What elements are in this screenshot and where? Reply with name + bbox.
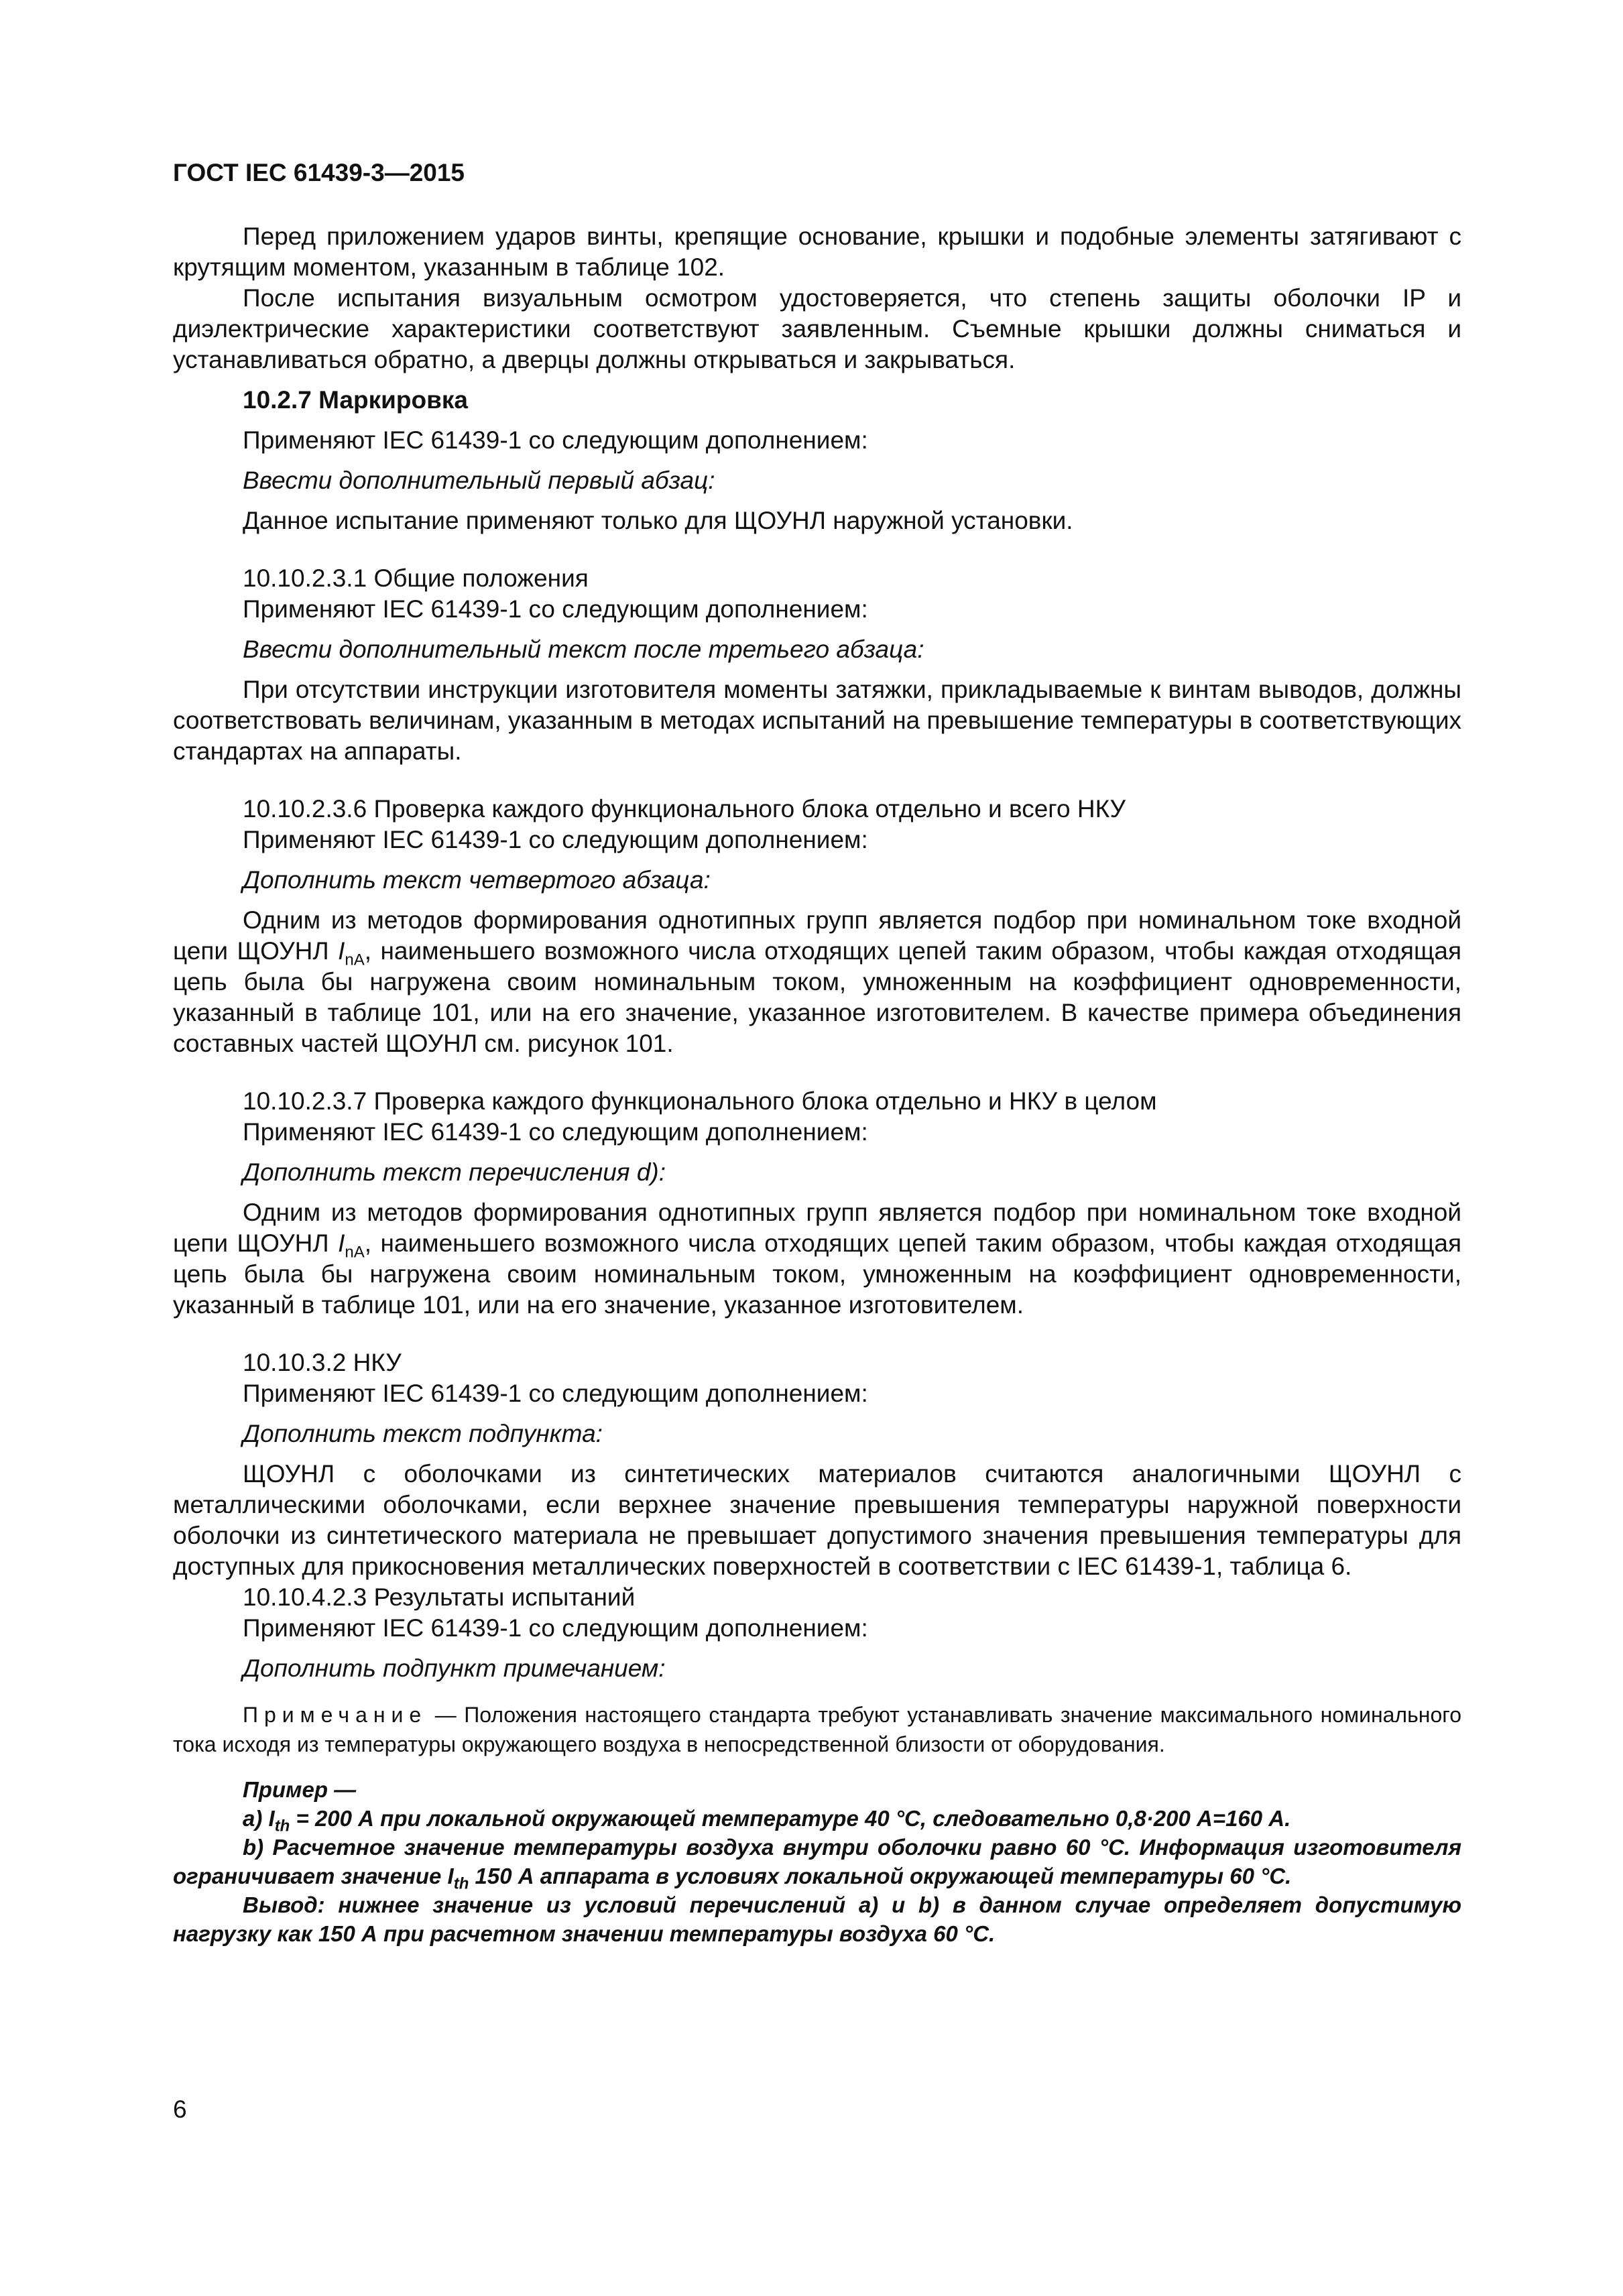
paragraph (173, 905, 1461, 1059)
instruction-text: Дополнить подпункт примечанием: (243, 1654, 666, 1682)
page-number: 6 (173, 2096, 187, 2123)
paragraph (173, 1197, 1461, 1321)
paragraph: При отсутствии инструкции изготовителя моменты затяжки, прикладываемые к винтам выводов, должны соответствовать величинам, указанным в методах испытаний на превышение температуры в соответствующих стандартах на аппараты. (173, 676, 1461, 765)
instruction-text: Дополнить текст подпункта: (243, 1420, 603, 1447)
apply-statement: Применяют IEC 61439-1 со следующим дополнением: (243, 1118, 868, 1146)
paragraph-text: , наименьшего возможного числа отходящих цепей таким образом, чтобы каждая отходящая цепь была бы нагружена своим номинальным током, умноженным на коэффициент одновременности, указанный в таблице 101, или на его значение, указанное изготовителем. В качестве примера объединения составных частей ЩОУНЛ см. рисунок 101. (173, 937, 1462, 1057)
paragraph-text: Одним из методов формирования однотипных групп является подбор при номинальном токе входной цепи ЩОУНЛ (173, 906, 1461, 965)
example-text: b) Расчетное значение температуры воздуха внутри оболочки равно 60 °С. Информация изготовителя ограничивает значение I (173, 1835, 1461, 1888)
example-label: Пример — (243, 1777, 357, 1802)
section-heading: 10.10.2.3.7 Проверка каждого функционального блока отдельно и НКУ в целом (243, 1087, 1157, 1115)
apply-statement: Применяют IEC 61439-1 со следующим дополнением: (243, 426, 868, 454)
apply-statement: Применяют IEC 61439-1 со следующим дополнением: (243, 826, 868, 853)
instruction-text: Ввести дополнительный текст после третьего абзаца: (243, 636, 924, 663)
current-subscript: nA (345, 1243, 365, 1262)
example-text: = 200 А при локальной окружающей температуре 40 °С, следовательно 0,8·200 А=160 А. (290, 1806, 1291, 1831)
paragraph: Данное испытание применяют только для ЩОУНЛ наружной установки. (243, 507, 1073, 534)
instruction-text: Дополнить текст четвертого абзаца: (243, 866, 711, 894)
section-heading: 10.10.2.3.1 Общие положения (243, 564, 589, 592)
instruction-text: Дополнить текст перечисления d): (243, 1158, 666, 1186)
example-text: a) I (243, 1806, 275, 1831)
note-label: Примечание (243, 1703, 428, 1727)
note-text: — Положения настоящего стандарта требуют устанавливать значение максимального номинального тока исходя из температуры окружающего воздуха в непосредственной близости от оборудования. (173, 1703, 1461, 1756)
section-heading: 10.10.4.2.3 Результаты испытаний (243, 1583, 636, 1611)
paragraph-text: Одним из методов формирования однотипных групп является подбор при номинальном токе входной цепи ЩОУНЛ (173, 1199, 1461, 1257)
note (173, 1700, 1461, 1759)
section-heading: 10.10.2.3.6 Проверка каждого функционального блока отдельно и всего НКУ (243, 795, 1126, 823)
apply-statement: Применяют IEC 61439-1 со следующим дополнением: (243, 1614, 868, 1642)
section-heading: 10.2.7 Маркировка (243, 386, 468, 414)
example-conclusion: Вывод: нижнее значение из условий перечислений a) и b) в данном случае определяет допустимую нагрузку как 150 А при расчетном значении температуры воздуха 60 °С. (173, 1892, 1461, 1946)
page-content (173, 158, 1461, 1948)
section-heading: 10.10.3.2 НКУ (243, 1349, 402, 1376)
paragraph: ЩОУНЛ с оболочками из синтетических материалов считаются аналогичными ЩОУНЛ с металлическими оболочками, если верхнее значение превышения температуры наружной поверхности оболочки из синтетического материала не превышает допустимого значения превышения температуры для доступных для прикосновения металлических поверхностей в соответствии с IEC 61439-1, таблица 6. (173, 1460, 1461, 1580)
paragraph: Перед приложением ударов винты, крепящие основание, крышки и подобные элементы затягивают с крутящим моментом, указанным в таблице 102. (173, 223, 1461, 281)
apply-statement: Применяют IEC 61439-1 со следующим дополнением: (243, 595, 868, 623)
example-text: 150 А аппарата в условиях локальной окружающей температуры 60 °С. (469, 1864, 1292, 1888)
example-item-b (173, 1833, 1461, 1893)
current-symbol: I (338, 937, 345, 965)
example-item-a (173, 1804, 1461, 1833)
example-subscript: th (453, 1874, 469, 1893)
current-symbol: I (338, 1229, 345, 1257)
example-subscript: th (274, 1817, 290, 1835)
current-subscript: nA (345, 951, 365, 969)
paragraph-text: , наименьшего возможного числа отходящих цепей таким образом, чтобы каждая отходящая цепь была бы нагружена своим номинальным током, умноженным на коэффициент одновременности, указанный в таблице 101, или на его значение, указанное изготовителем. (173, 1229, 1462, 1319)
apply-statement: Применяют IEC 61439-1 со следующим дополнением: (243, 1380, 868, 1407)
paragraph: После испытания визуальным осмотром удостоверяется, что степень защиты оболочки IP и диэлектрические характеристики соответствуют заявленным. Съемные крышки должны сниматься и устанавливаться обратно, а дверцы должны открываться и закрываться. (173, 284, 1461, 373)
instruction-text: Ввести дополнительный первый абзац: (243, 467, 715, 494)
standard-header: ГОСТ IEC 61439-3—2015 (173, 159, 465, 186)
